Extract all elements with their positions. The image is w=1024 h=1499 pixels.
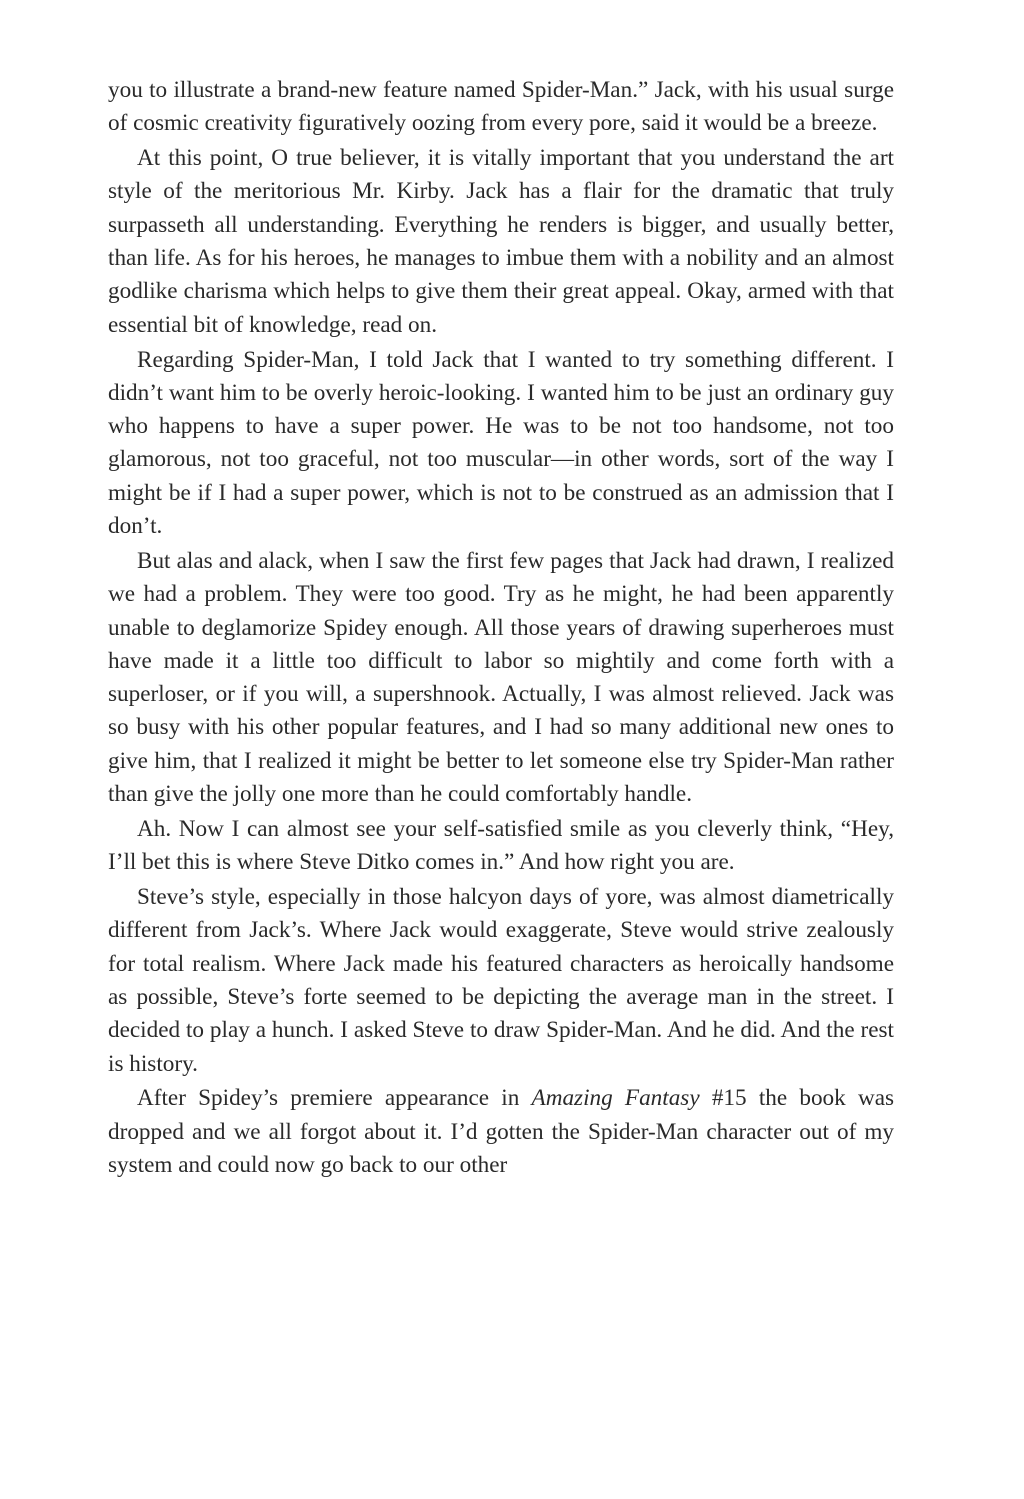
book-page-text: [108, 74, 894, 1184]
paragraph-6: Steve’s style, especially in those halcyon days of yore, was almost diametrically different from Jack’s. Where Jack would exaggerate, Steve would strive zealously for total realism. Where Jack made his featured characters as heroically handsome as possible, Steve’s forte seemed to be depicting the average man in the street. I decided to play a hunch. I asked Steve to draw Spider-Man. And he did. And the rest is history.: [108, 884, 894, 1077]
book-title-italic: Amazing Fantasy: [531, 1085, 700, 1112]
paragraph-7-lead: After Spidey’s premiere appearance in: [137, 1085, 532, 1112]
paragraph-5: Ah. Now I can almost see your self-satisfied smile as you cleverly think, “Hey, I’ll bet this is where Steve Ditko comes in.” And how right you are.: [108, 815, 894, 876]
paragraph-7-rest: #15 the book was dropped and we all forgot about it. I’d gotten the Spider-Man character out of my system and could now go back to our other: [108, 1085, 895, 1179]
paragraph-7: [108, 1082, 894, 1182]
paragraph-2: At this point, O true believer, it is vitally important that you understand the art style of the meritorious Mr. Kirby. Jack has a flair for the dramatic that truly surpasseth all understanding. Everything he renders is bigger, and usually better, than life. As for his heroes, he manages to imbue them with a nobility and an almost godlike charisma which helps to give them their great appeal. Okay, armed with that essential bit of knowledge, read on.: [108, 145, 894, 338]
paragraph-3: Regarding Spider-Man, I told Jack that I wanted to try something different. I didn’t want him to be overly heroic-looking. I wanted him to be just an ordinary guy who happens to have a super power. He was to be not too handsome, not too glamorous, not too graceful, not too muscular—in other words, sort of the way I might be if I had a super power, which is not to be construed as an admission that I don’t.: [108, 346, 894, 540]
paragraph-4: But alas and alack, when I saw the first few pages that Jack had drawn, I realized we had a problem. They were too good. Try as he might, he had been apparently unable to deglamorize Spidey enough. All those years of drawing superheroes must have made it a little too difficult to labor so mightily and come forth with a superloser, or if you will, a supershnook. Actually, I was almost relieved. Jack was so busy with his other popular features, and I had so many additional new ones to give him, that I realized it might be better to let someone else try Spider-Man rather than give the jolly one more than he could comfortably handle.: [108, 547, 894, 808]
paragraph-1: you to illustrate a brand-new feature named Spider-Man.” Jack, with his usual surge of cosmic creativity figuratively oozing from every pore, said it would be a breeze.: [108, 77, 894, 137]
